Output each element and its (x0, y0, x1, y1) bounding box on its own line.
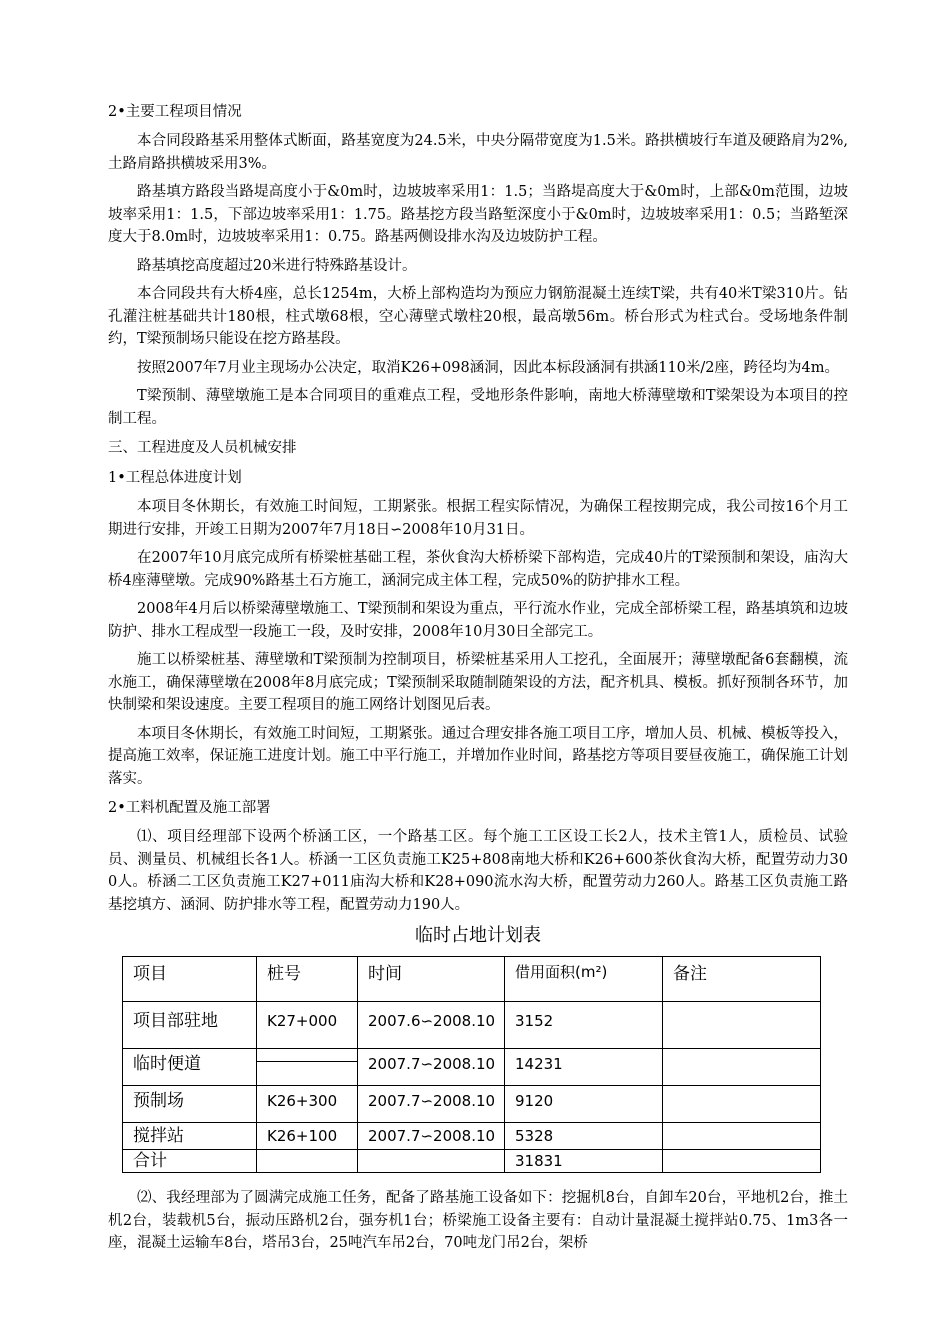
cell-area: 5328 (505, 1123, 663, 1150)
paragraph: 本合同段路基采用整体式断面，路基宽度为24.5米，中央分隔带宽度为1.5米。路拱横坡行车道及硬路肩为2%, 土路肩路拱横坡采用3%。 (108, 133, 848, 172)
cell-item: 搅拌站 (123, 1123, 257, 1150)
header-pile: 桩号 (257, 957, 358, 1002)
table-header-row (123, 957, 821, 1002)
cell-pile: K26+100 (257, 1123, 358, 1150)
paragraph: ⑴、项目经理部下设两个桥涵工区，一个路基工区。每个施工工区设工长2人，技术主管1人，质检员、试验员、测量员、机械组长各1人。桥涵一工区负责施工K25+808南地大桥和K26+600茶伙食沟大桥，配置劳动力300人。桥涵二工区负责施工K27+011庙沟大桥和K28+090流水沟大桥，配置劳动力260人。路基工区负责施工路基挖填方、涵洞、防护排水等工程，配置劳动力190人。 (108, 829, 848, 913)
table-row (123, 1086, 821, 1123)
paragraph: T梁预制、薄壁墩施工是本合同项目的重难点工程，受地形条件影响，南地大桥薄壁墩和T梁架设为本项目的控制工程。 (108, 388, 848, 427)
cell-time: 2007.7∽2008.10 (358, 1049, 505, 1086)
paragraph: 本合同段共有大桥4座，总长1254m，大桥上部构造均为预应力钢筋混凝土连续T梁，共有40米T梁310片。钻孔灌注桩基础共计180根，柱式墩68根，空心薄壁式墩柱20根，最高墩56m。桥台形式为柱式台。受场地条件制约，T梁预制场只能设在挖方路基段。 (108, 286, 848, 347)
header-time: 时间 (358, 957, 505, 1002)
cell-item: 项目部驻地 (123, 1002, 257, 1049)
section-heading: 1•工程总体进度计划 (108, 470, 242, 486)
table-row (123, 1049, 821, 1086)
paragraph: 在2007年10月底完成所有桥梁桩基础工程，茶伙食沟大桥桥梁下部构造，完成40片的T梁预制和架设，庙沟大桥4座薄壁墩。完成90%路基土石方施工，涵洞完成主体工程，完成50%的防护排水工程。 (108, 550, 848, 589)
table-row (123, 1123, 821, 1150)
chapter-heading: 三、工程进度及人员机械安排 (108, 440, 297, 456)
land-use-plan-table (122, 956, 821, 1173)
cell-pile (257, 1049, 358, 1086)
cell-note (663, 1086, 821, 1123)
header-area: 借用面积(m²) (505, 957, 663, 1002)
paragraph: 路基填挖高度超过20米进行特殊路基设计。 (137, 257, 417, 274)
cell-area: 31831 (505, 1150, 663, 1173)
cell-note (663, 1049, 821, 1086)
paragraph: 路基填方路段当路堤高度小于&0m时，边坡坡率采用1：1.5；当路堤高度大于&0m时，上部&0m范围，边坡坡率采用1：1.5，下部边坡率采用1：1.75。路基挖方段当路堑深度小于&0m时，边坡坡率采用1：0.5；当路堑深度大于8.0m时，边坡坡率采用1：0.75。路基两侧设排水沟及边坡防护工程。 (108, 184, 848, 245)
cell-divider (257, 1061, 357, 1062)
cell-area: 14231 (505, 1049, 663, 1086)
cell-area: 3152 (505, 1002, 663, 1049)
table-title: 临时占地计划表 (415, 925, 541, 946)
paragraph: 本项目冬休期长，有效施工时间短，工期紧张。通过合理安排各施工项目工序，增加人员、机械、模板等投入，提高施工效率，保证施工进度计划。施工中平行施工，并增加作业时间，路基挖方等项目要昼夜施工，确保施工计划落实。 (108, 725, 848, 787)
cell-note (663, 1150, 821, 1173)
cell-pile: K26+300 (257, 1086, 358, 1123)
cell-item: 合计 (123, 1150, 257, 1173)
paragraph: 本项目冬休期长，有效施工时间短，工期紧张。根据工程实际情况，为确保工程按期完成，我公司按16个月工期进行安排，开竣工日期为2007年7月18日∽2008年10月31日。 (108, 499, 848, 538)
cell-pile (257, 1150, 358, 1173)
cell-note (663, 1002, 821, 1049)
cell-pile: K27+000 (257, 1002, 358, 1049)
document-body (108, 100, 848, 1261)
paragraph: ⑵、我经理部为了圆满完成施工任务，配备了路基施工设备如下：挖掘机8台，自卸车20台，平地机2台，推土机2台，装载机5台，振动压路机2台，强夯机1台；桥梁施工设备主要有：自动计量混凝土搅拌站0.75、1m3各一座，混凝土运输车8台，塔吊3台，25吨汽车吊2台，70吨龙门吊2台，架桥 (108, 1190, 848, 1251)
cell-time: 2007.7∽2008.10 (358, 1123, 505, 1150)
paragraph: 2008年4月后以桥梁薄壁墩施工、T梁预制和架设为重点，平行流水作业，完成全部桥梁工程，路基填筑和边坡防护、排水工程成型一段施工一段，及时安排，2008年10月30日全部完工。 (108, 601, 848, 640)
table-row (123, 1002, 821, 1049)
section-heading: 2•主要工程项目情况 (108, 104, 242, 120)
cell-time: 2007.6∽2008.10 (358, 1002, 505, 1049)
cell-item: 预制场 (123, 1086, 257, 1123)
paragraph: 按照2007年7月业主现场办公决定，取消K26+098涵洞，因此本标段涵洞有拱涵110米/2座，跨径均为4m。 (137, 359, 839, 376)
cell-area: 9120 (505, 1086, 663, 1123)
cell-time (358, 1150, 505, 1173)
cell-time: 2007.7∽2008.10 (358, 1086, 505, 1123)
header-note: 备注 (663, 957, 821, 1002)
cell-item: 临时便道 (123, 1049, 257, 1086)
cell-note (663, 1123, 821, 1150)
paragraph: 施工以桥梁桩基、薄壁墩和T梁预制为控制项目，桥梁桩基采用人工挖孔，全面展开；薄壁墩配备6套翻模，流水施工，确保薄壁墩在2008年8月底完成；T梁预制采取随制随架设的方法，配齐机具、模板。抓好预制各环节，加快制梁和架设速度。主要工程项目的施工网络计划图见后表。 (108, 652, 848, 713)
section-heading: 2•工料机配置及施工部署 (108, 800, 271, 816)
header-item: 项目 (123, 957, 257, 1002)
table-total-row (123, 1150, 821, 1173)
